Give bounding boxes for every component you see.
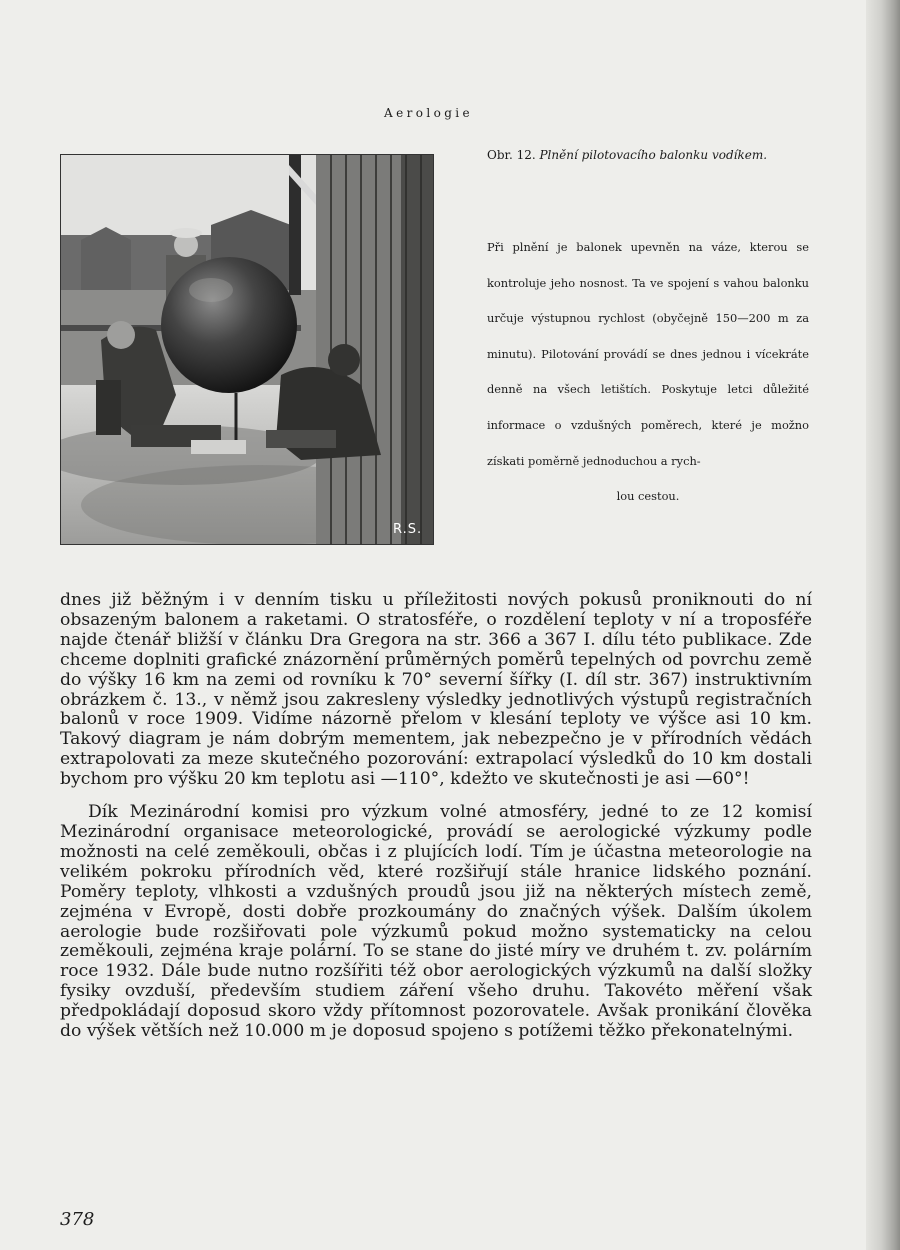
figure-number: Obr. 12. (487, 148, 536, 162)
figure-caption-body: Při plnění je balonek upevněn na váze, kterou se kontroluje jeho nosnost. Ta ve spojení s vahou balonku určuje výstupnou rychlost (obyčejně 150—200 m za minutu). Pilotování provádí se dnes jednou i vícekráte denně na všech letištích. Poskytuje letci důležité informace o vzdušných poměrech, které je možno získati poměrně jednoduchou a rych- (487, 240, 809, 468)
figure-photo (60, 154, 434, 545)
running-head: Aerologie (384, 106, 474, 120)
body-paragraph-2: Dík Mezinárodní komisi pro výzkum volné atmosféry, jedné to ze 12 komisí Mezinárodní organisace meteorologické, provádí se aerologické výzkumy podle možnosti na celé zeměkouli, občas i z plujících lodí. Tím je účastna meteorologie na velikém pokroku přírodních věd, které rozšiřují stále hranice lidského poznání. Poměry teploty, vlhkosti a vzdušných proudů jsou již na některých místech země, zejména v Evropě, dosti dobře prozkoumány do značných výšek. Dalším úkolem aerologie bude rozšiřovati pole výzkumů pokud možno systematicky na celou zeměkouli, zejména kraje polární. To se stane do jisté míry ve druhém t. zv. polárním roce 1932. Dále bude nutno rozšířiti též obor aerologických výzkumů na další složky fysiky ovzduší, především studiem záření všeho druhu. Takovéto měření však předpokládají doposud skoro vždy přítomnost pozorovatele. Avšak pronikání člověka do výšek větších než 10.000 m je doposud spojeno s potížemi těžko překonatelnými. (60, 802, 812, 1042)
figure-caption-text (487, 230, 809, 515)
main-body-text (60, 591, 812, 1042)
body-paragraph-1: dnes již běžným i v denním tisku u příležitosti nových pokusů proniknouti do ní obsazeným balonem a raketami. O stratosféře, o rozdělení teploty v ní a troposféře najde čtenář bližší v článku Dra Gregora na str. 366 a 367 I. dílu této publikace. Zde chceme doplniti grafické znázornění průměrných poměrů tepelných od povrchu země do výšky 16 km na zemi od rovníku k 70° severní šířky (I. díl str. 367) instruktivním obrázkem č. 13., v němž jsou zakresleny výsledky jednotlivých výstupů registračních balonů v roce 1909. Vidíme názorně přelom v klesání teploty ve výšce asi 10 km. Takový diagram je nám dobrým mementem, jak nebezpečno je v přírodních vědách extrapolovati za meze skutečného pozorování: extrapolací výsledků do 10 km dostali bychom pro výšku 20 km teplotu asi —110°, kdežto ve skutečnosti je asi —60°! (60, 590, 812, 790)
figure-title: Plnění pilotovacího balonku vodíkem. (539, 148, 768, 162)
photo-credit: R.S. (393, 522, 423, 537)
figure-caption-title (487, 148, 817, 162)
book-gutter-shadow (866, 0, 900, 1250)
page-number: 378 (60, 1209, 95, 1230)
figure-caption-last-line: lou cestou. (616, 489, 680, 504)
